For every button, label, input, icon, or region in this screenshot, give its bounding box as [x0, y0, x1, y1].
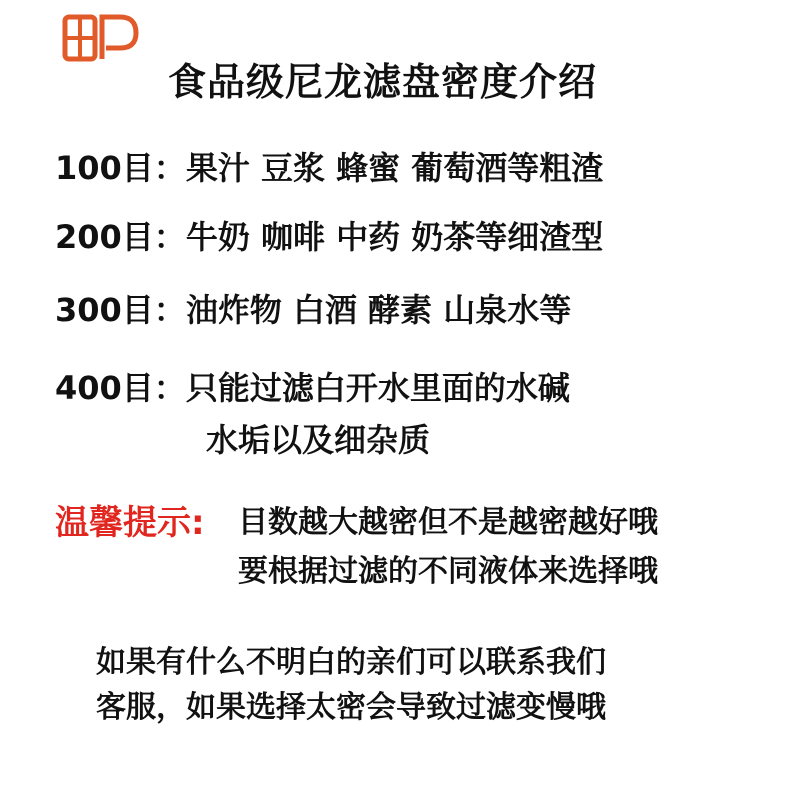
brand-logo-icon	[62, 14, 142, 62]
list-item	[55, 148, 603, 188]
tip-text: 目数越大越密但不是越密越好哦	[238, 505, 658, 540]
mesh-label: 400目：	[55, 369, 186, 407]
mesh-label: 300目：	[55, 291, 186, 329]
tip-label: 温馨提示:	[55, 503, 205, 543]
page-title: 食品级尼龙滤盘密度介绍	[168, 60, 598, 104]
list-item	[55, 290, 571, 330]
tip-text: 要根据过滤的不同液体来选择哦	[238, 554, 658, 589]
list-item	[55, 217, 603, 257]
contact-note: 客服，如果选择太密会导致过滤变慢哦	[96, 690, 606, 725]
mesh-description-continued: 水垢以及细杂质	[206, 421, 431, 459]
mesh-description: 只能过滤白开水里面的水碱	[185, 369, 570, 407]
mesh-description: 牛奶 咖啡 中药 奶茶等细渣型	[185, 218, 604, 256]
contact-note: 如果有什么不明白的亲们可以联系我们	[96, 645, 606, 680]
mesh-label: 100目：	[55, 149, 186, 187]
mesh-description: 果汁 豆浆 蜂蜜 葡萄酒等粗渣	[185, 149, 604, 187]
mesh-description: 油炸物 白酒 酵素 山泉水等	[185, 291, 572, 329]
list-item	[55, 368, 570, 408]
mesh-label: 200目：	[55, 218, 186, 256]
